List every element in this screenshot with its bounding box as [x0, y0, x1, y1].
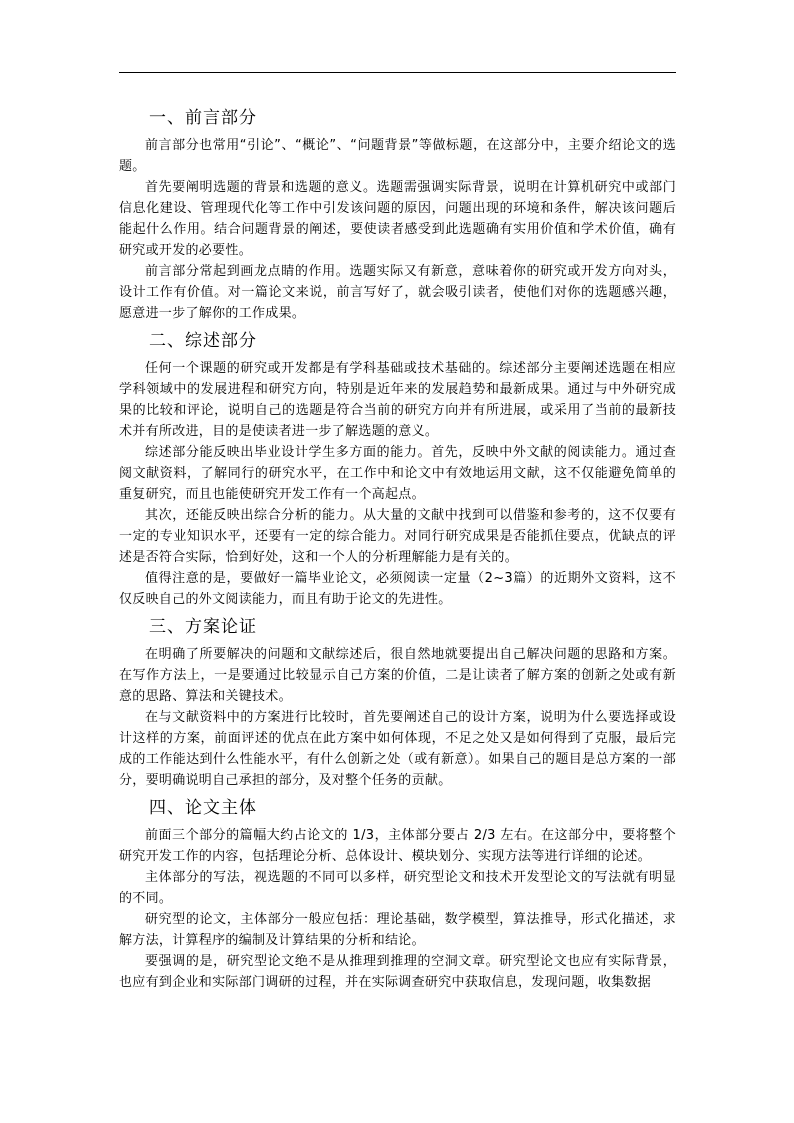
section-proposal	[119, 614, 676, 791]
paragraph: 任何一个课题的研究或开发都是有学科基础或技术基础的。综述部分主要阐述选题在相应学科领域中的发展进程和研究方向，特别是近年来的发展趋势和最新成果。通过与中外研究成果的比较和评论，说明自己的选题是符合当前的研究方向并有所进展，或采用了当前的最新技术并有所改进，目的是使读者进一步了解选题的意义。	[119, 361, 676, 439]
paragraph: 值得注意的是，要做好一篇毕业论文，必须阅读一定量（2~3篇）的近期外文资料，这不仅反映自己的外文阅读能力，而且有助于论文的先进性。	[119, 571, 676, 607]
paragraph: 前言部分常起到画龙点睛的作用。选题实际又有新意，意味着你的研究或开发方向对头，设计工作有价值。对一篇论文来说，前言写好了，就会吸引读者，使他们对你的选题感兴趣，愿意进一步了解你的工作成果。	[119, 264, 676, 321]
paragraph: 首先要阐明选题的背景和选题的意义。选题需强调实际背景，说明在计算机研究中或部门信息化建设、管理现代化等工作中引发该问题的原因，问题出现的环境和条件，解决该问题后能起什么作用。结合问题背景的阐述，要使读者感受到此选题确有实用价值和学术价值，确有研究或开发的必要性。	[119, 180, 676, 258]
paragraph: 其次，还能反映出综合分析的能力。从大量的文献中找到可以借鉴和参考的，这不仅要有一定的专业知识水平，还要有一定的综合能力。对同行研究成果是否能抓住要点，优缺点的评述是否符合实际，恰到好处，这和一个人的分析理解能力是有关的。	[119, 508, 676, 565]
paragraph: 研究型的论文，主体部分一般应包括：理论基础，数学模型，算法推导，形式化描述，求解方法，计算程序的编制及计算结果的分析和结论。	[119, 912, 676, 948]
section-heading: 一、前言部分	[149, 108, 257, 128]
paragraph: 在与文献资料中的方案进行比较时，首先要阐述自己的设计方案，说明为什么要选择或设计这样的方案，前面评述的优点在此方案中如何体现，不足之处又是如何得到了克服，最后完成的工作能达到什么性能水平，有什么创新之处（或有新意）。如果自己的题目是总方案的一部分，要明确说明自己承担的部分，及对整个任务的贡献。	[119, 710, 676, 788]
paragraph: 在明确了所要解决的问题和文献综述后，很自然地就要提出自己解决问题的思路和方案。在写作方法上，一是要通过比较显示自己方案的价值，二是让读者了解方案的创新之处或有新意的思路、算法和关键技术。	[119, 647, 676, 704]
section-review	[119, 328, 676, 610]
paragraph: 前言部分也常用“引论”、“概论”、“问题背景”等做标题，在这部分中，主要介绍论文的选题。	[119, 138, 676, 174]
paragraph: 主体部分的写法，视选题的不同可以多样，研究型论文和技术开发型论文的写法就有明显的不同。	[119, 870, 676, 906]
document-body	[119, 105, 676, 993]
section-heading: 三、方案论证	[149, 617, 257, 637]
section-main-body	[119, 795, 676, 993]
section-heading: 四、论文主体	[149, 798, 257, 818]
paragraph: 前面三个部分的篇幅大约占论文的 1/3，主体部分要占 2/3 左右。在这部分中，要将整个研究开发工作的内容，包括理论分析、总体设计、模块划分、实现方法等进行详细的论述。	[119, 828, 676, 864]
header-rule	[119, 72, 676, 73]
section-heading: 二、综述部分	[149, 331, 257, 351]
paragraph: 要强调的是，研究型论文绝不是从推理到推理的空洞文章。研究型论文也应有实际背景，也应有到企业和实际部门调研的过程，并在实际调查研究中获取信息，发现问题，收集数据	[119, 954, 676, 990]
section-preface	[119, 105, 676, 324]
paragraph: 综述部分能反映出毕业设计学生多方面的能力。首先，反映中外文献的阅读能力。通过查阅文献资料，了解同行的研究水平，在工作中和论文中有效地运用文献，这不仅能避免简单的重复研究，而且也能使研究开发工作有一个高起点。	[119, 445, 676, 502]
